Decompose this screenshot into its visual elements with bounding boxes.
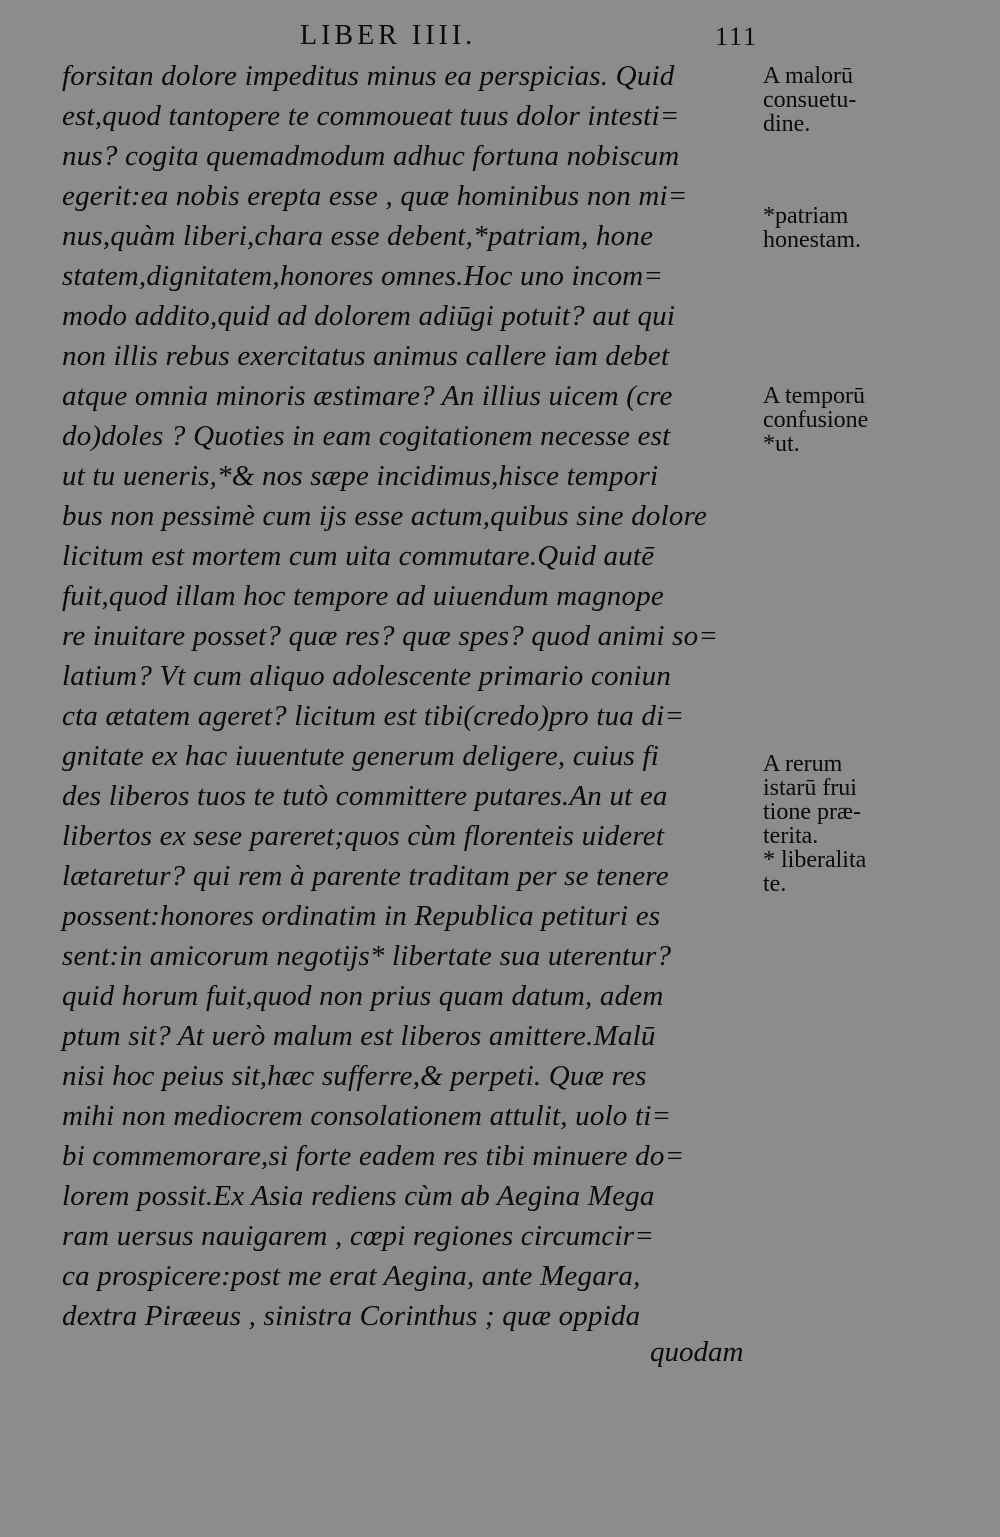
text-line: do)doles ? Quoties in eam cogitationem necesse est bbox=[62, 420, 671, 452]
text-line: gnitate ex hac iuuentute generum deligere, cuius fi bbox=[62, 740, 660, 772]
margin-note-line: *patriam bbox=[763, 203, 849, 229]
main-text-block bbox=[62, 56, 762, 1336]
margin-note-temporum bbox=[763, 384, 993, 456]
text-line: ut tu ueneris,*& nos sæpe incidimus,hisce tempori bbox=[62, 460, 659, 492]
margin-note-line: consuetu- bbox=[763, 87, 857, 113]
text-line: possent:honores ordinatim in Republica petituri es bbox=[62, 900, 661, 932]
text-line: forsitan dolore impeditus minus ea perspicias. Quid bbox=[62, 60, 675, 92]
margin-note-line: A temporū bbox=[763, 383, 865, 409]
text-line: des liberos tuos te tutò committere putares.An ut ea bbox=[62, 780, 668, 812]
margin-note-line: honestam. bbox=[763, 227, 861, 253]
page-number: 111 bbox=[715, 22, 759, 51]
margin-note-line: istarū frui bbox=[763, 775, 857, 801]
margin-note-rerum bbox=[763, 752, 993, 896]
text-line: libertos ex sese pareret;quos cùm florenteis uideret bbox=[62, 820, 665, 852]
text-line: re inuitare posset? quæ res? quæ spes? quod animi so= bbox=[62, 620, 719, 652]
text-line: ca prospicere:post me erat Aegina, ante Megara, bbox=[62, 1260, 641, 1292]
text-line: licitum est mortem cum uita commutare.Quid autē bbox=[62, 540, 655, 572]
running-head: LIBER IIII. bbox=[300, 20, 477, 51]
margin-note-line: confusione bbox=[763, 407, 869, 433]
text-line: lorem possit.Ex Asia rediens cùm ab Aegina Mega bbox=[62, 1180, 655, 1212]
text-line: est,quod tantopere te commoueat tuus dolor intesti= bbox=[62, 100, 680, 132]
margin-note-line: A malorū bbox=[763, 63, 853, 89]
text-line: mihi non mediocrem consolationem attulit, uolo ti= bbox=[62, 1100, 672, 1132]
text-line: modo addito,quid ad dolorem adiūgi potuit? aut qui bbox=[62, 300, 676, 332]
text-line: cta ætatem ageret? licitum est tibi(credo)pro tua di= bbox=[62, 700, 685, 732]
margin-note-patriam bbox=[763, 204, 993, 252]
margin-note-line: * liberalita bbox=[763, 847, 867, 873]
text-line: non illis rebus exercitatus animus callere iam debet bbox=[62, 340, 670, 372]
margin-note-malorum bbox=[763, 64, 993, 136]
text-line: quid horum fuit,quod non prius quam datum, adem bbox=[62, 980, 664, 1012]
text-line: nisi hoc peius sit,hæc sufferre,& perpeti. Quæ res bbox=[62, 1060, 647, 1092]
margin-note-line: *ut. bbox=[763, 431, 800, 457]
text-line: statem,dignitatem,honores omnes.Hoc uno incom= bbox=[62, 260, 664, 292]
text-line: egerit:ea nobis erepta esse , quæ hominibus non mi= bbox=[62, 180, 688, 212]
margin-note-line: A rerum bbox=[763, 751, 843, 777]
margin-note-line: tione præ- bbox=[763, 799, 861, 825]
text-line: ptum sit? At uerò malum est liberos amittere.Malū bbox=[62, 1020, 656, 1052]
text-line: nus? cogita quemadmodum adhuc fortuna nobiscum bbox=[62, 140, 680, 172]
text-line: lætaretur? qui rem à parente traditam per se tenere bbox=[62, 860, 669, 892]
text-line: ram uersus nauigarem , cœpi regiones circumcir= bbox=[62, 1220, 654, 1252]
catchword: quodam bbox=[650, 1336, 744, 1368]
text-line: fuit,quod illam hoc tempore ad uiuendum magnope bbox=[62, 580, 664, 612]
margin-note-line: te. bbox=[763, 871, 787, 897]
text-line: sent:in amicorum negotijs* libertate sua uterentur? bbox=[62, 940, 672, 972]
text-line: bus non pessimè cum ijs esse actum,quibus sine dolore bbox=[62, 500, 708, 532]
margin-note-line: terita. bbox=[763, 823, 819, 849]
text-line: dextra Piræeus , sinistra Corinthus ; quæ oppida bbox=[62, 1300, 641, 1332]
text-line: bi commemorare,si forte eadem res tibi minuere do= bbox=[62, 1140, 685, 1172]
text-line: atque omnia minoris æstimare? An illius uicem (cre bbox=[62, 380, 673, 412]
text-line: latium? Vt cum aliquo adolescente primario coniun bbox=[62, 660, 672, 692]
text-line: nus,quàm liberi,chara esse debent,*patriam, hone bbox=[62, 220, 654, 252]
margin-note-line: dine. bbox=[763, 111, 811, 137]
